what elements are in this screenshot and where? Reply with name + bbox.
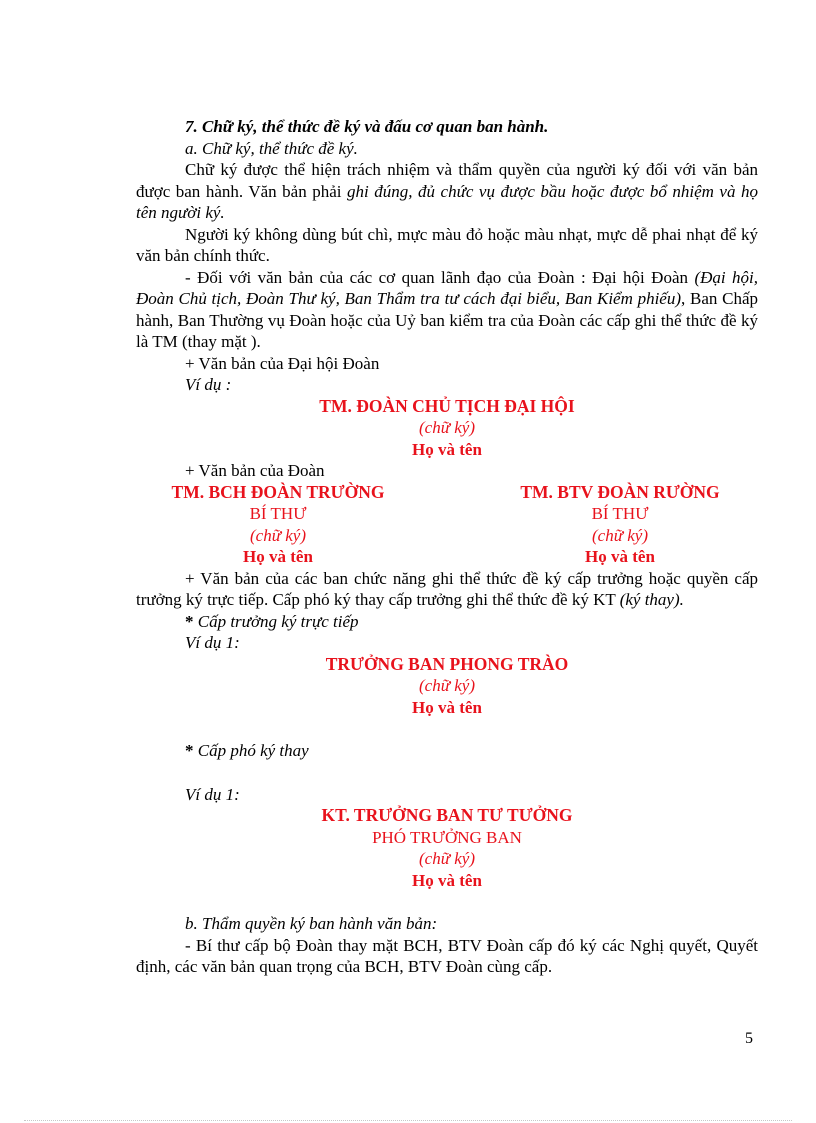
- spacer: [136, 718, 758, 740]
- subsection-b-heading: b. Thẩm quyền ký ban hành văn bản:: [185, 914, 438, 933]
- signer-name: Họ và tên: [412, 439, 482, 459]
- signature-title: KT. TRƯỞNG BAN TƯ TƯỞNG: [321, 805, 573, 825]
- paragraph-leadership-docs: [136, 267, 758, 353]
- direct-signing-label: [136, 611, 758, 633]
- subsection-a-heading: a. Chữ ký, thể thức đề ký.: [185, 138, 358, 158]
- bullet-union-docs: + Văn bản của Đoàn: [185, 461, 325, 480]
- document-body: [136, 116, 758, 978]
- signature-role: BÍ THƯ: [249, 504, 307, 523]
- example-label: Ví dụ :: [185, 375, 232, 394]
- bullet-congress-docs: + Văn bản của Đại hội Đoàn: [185, 353, 380, 373]
- signature-block-btv: [470, 482, 770, 568]
- label-text: Cấp phó ký thay: [193, 741, 309, 760]
- signer-name: Họ và tên: [585, 547, 655, 566]
- signer-name: Họ và tên: [412, 697, 482, 717]
- spacer: [136, 891, 758, 913]
- signature-role: BÍ THƯ: [591, 504, 649, 523]
- signature-title: TM. BCH ĐOÀN TRƯỜNG: [171, 481, 385, 502]
- signature-block-presidium: [136, 396, 758, 461]
- paragraph-text-end: , Ban Chấp hành, Ban Thường vụ Đoàn hoặc của Uỷ ban kiểm tra của Đoàn các cấp ghi thể thức đề ký là TM (thay mặt ).: [136, 289, 758, 351]
- signature-title: TM. BTV ĐOÀN RƯỜNG: [520, 481, 720, 502]
- label-text: Cấp trưởng ký trực tiếp: [193, 611, 359, 631]
- signature-block-movement: [136, 654, 758, 719]
- page-number: 5: [745, 1030, 753, 1047]
- signature-pair: [136, 482, 758, 568]
- signature-placeholder: (chữ ký): [419, 676, 475, 695]
- signer-name: Họ và tên: [412, 870, 482, 890]
- signature-placeholder: (chữ ký): [592, 525, 648, 545]
- signature-block-bch: [128, 482, 428, 568]
- signature-placeholder: (chữ ký): [250, 525, 306, 545]
- paragraph-text: Chữ ký được thể hiện trách nhiệm và thẩm quyền của người ký đối với văn bản được ban hành. Văn bản phải: [136, 160, 758, 201]
- paragraph-signature-responsibility: [136, 159, 758, 224]
- example-label: Ví dụ 1:: [185, 633, 240, 652]
- signature-role: PHÓ TRƯỞNG BAN: [372, 827, 522, 847]
- signer-name: Họ và tên: [243, 547, 313, 566]
- paragraph-italic-text: (ký thay).: [619, 590, 684, 609]
- paragraph-text: - Đối với văn bản của các cơ quan lãnh đạo của Đoàn : Đại hội Đoàn: [185, 267, 695, 287]
- bullet-functional-boards: [136, 568, 758, 611]
- spacer: [136, 762, 758, 784]
- section-heading: 7. Chữ ký, thể thức đề ký và đấu cơ quan ban hành.: [185, 117, 549, 136]
- page-bottom-divider: [24, 1120, 792, 1121]
- signature-title: TRƯỞNG BAN PHONG TRÀO: [325, 653, 569, 674]
- paragraph-italic-text: ghi đúng, đủ chức vụ được bầu hoặc được bổ nhiệm và họ tên người ký.: [136, 181, 758, 222]
- signature-placeholder: (chữ ký): [419, 849, 475, 868]
- paragraph-text: + Văn bản của các ban chức năng ghi thể thức đề ký cấp trưởng hoặc quyền cấp trưởng ký trực tiếp. Cấp phó ký thay cấp trưởng ghi thể thức đề ký KT: [136, 568, 758, 609]
- deputy-signing-label: [136, 740, 758, 762]
- signature-title: TM. ĐOÀN CHỦ TỊCH ĐẠI HỘI: [319, 395, 575, 416]
- paragraph-signing-authority: - Bí thư cấp bộ Đoàn thay mặt BCH, BTV Đoàn cấp đó ký các Nghị quyết, Quyết định, các văn bản quan trọng của BCH, BTV Đoàn cùng cấp.: [136, 935, 758, 976]
- signature-placeholder: (chữ ký): [419, 418, 475, 437]
- signature-block-ideology: [136, 805, 758, 891]
- asterisk-marker: *: [185, 611, 194, 631]
- example-label: Ví dụ 1:: [185, 784, 240, 804]
- paragraph-italic-text: (Đại hội, Đoàn Chủ tịch, Đoàn Thư ký, Ban Thẩm tra tư cách đại biểu, Ban Kiểm phiếu): [136, 267, 758, 308]
- asterisk-marker: *: [185, 741, 194, 760]
- paragraph-ink-rule: Người ký không dùng bút chì, mực màu đỏ hoặc màu nhạt, mực dễ phai nhạt để ký văn bản chính thức.: [136, 224, 758, 265]
